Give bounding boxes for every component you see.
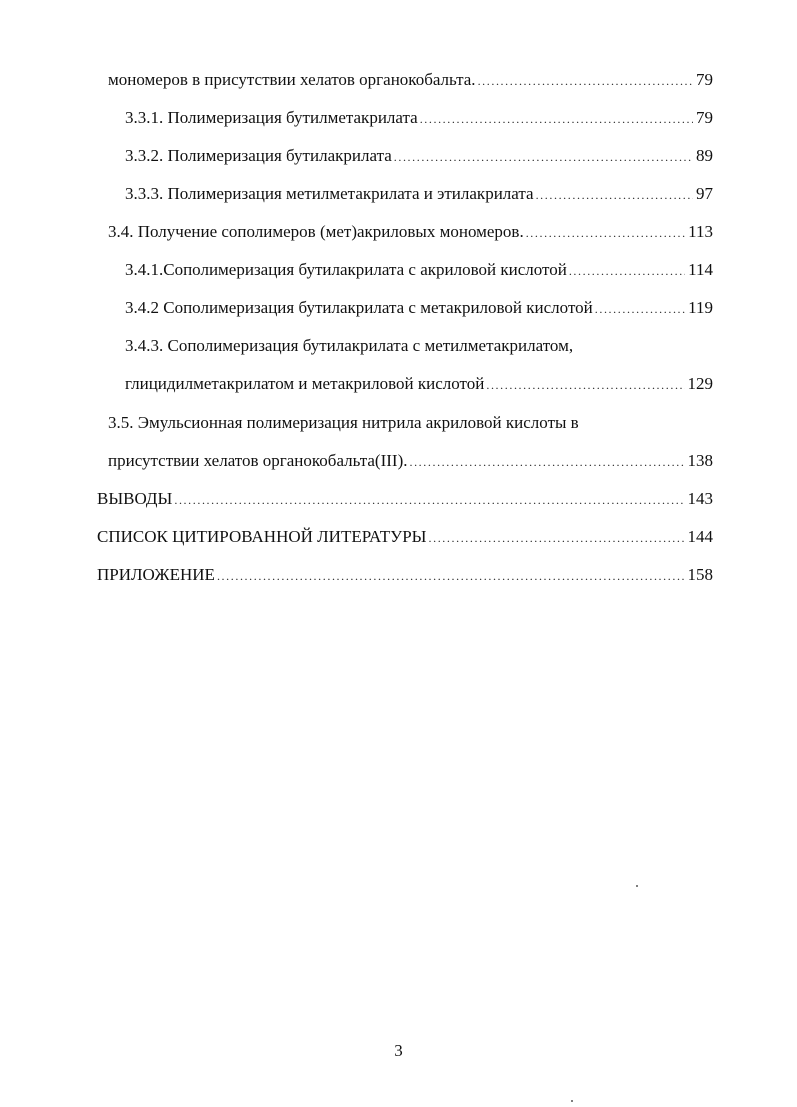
- toc-entry-page: 97: [696, 184, 713, 203]
- scan-speck: [571, 1100, 573, 1102]
- toc-entry-title: глицидилметакрилатом и метакриловой кислотой: [125, 374, 485, 393]
- dot-leader: [595, 298, 685, 320]
- toc-entry-title: присутствии хелатов органокобальта(III).: [108, 451, 408, 470]
- toc-entry: [97, 488, 713, 511]
- toc-entry: [97, 526, 713, 549]
- dot-leader: [217, 565, 685, 587]
- toc-entry: [125, 145, 713, 168]
- dot-leader: [478, 70, 693, 92]
- toc-entry-page: 158: [687, 565, 713, 584]
- toc-entry-title: 3.4. Получение сополимеров (мет)акриловых мономеров.: [108, 222, 524, 241]
- toc-entry-title: 3.4.2 Сополимеризация бутилакрилата с метакриловой кислотой: [125, 298, 593, 317]
- scan-speck: [636, 885, 638, 887]
- dot-leader: [569, 260, 685, 282]
- toc-entry: [125, 183, 713, 206]
- toc-entry-title: 3.3.1. Полимеризация бутилметакрилата: [125, 108, 418, 127]
- toc-entry: [108, 221, 713, 244]
- toc-entry: [125, 297, 713, 320]
- dot-leader: [409, 451, 684, 473]
- toc-entry-title: 3.4.3. Сополимеризация бутилакрилата с метилметакрилатом,: [125, 336, 574, 355]
- toc-entry: [108, 69, 713, 92]
- toc-entry: [125, 259, 713, 282]
- toc-entry-title: 3.5. Эмульсионная полимеризация нитрила акриловой кислоты в: [108, 413, 579, 432]
- toc-entry: [108, 412, 579, 434]
- toc-entry-page: 119: [688, 298, 713, 317]
- toc-entry: [97, 564, 713, 587]
- toc-entry-page: 138: [687, 451, 713, 470]
- toc-entry-page: 114: [688, 260, 713, 279]
- toc-entry-title: 3.3.3. Полимеризация метилметакрилата и этилакрилата: [125, 184, 534, 203]
- toc-entry-page: 79: [696, 70, 713, 89]
- dot-leader: [420, 108, 693, 130]
- dot-leader: [429, 527, 685, 549]
- toc-entry-page: 129: [687, 374, 713, 393]
- toc-entry-page: 143: [687, 489, 713, 508]
- toc-entry-page: 79: [696, 108, 713, 127]
- toc-entry: [125, 335, 573, 357]
- dot-leader: [174, 489, 684, 511]
- dot-leader: [486, 374, 684, 396]
- toc-entry-page: 113: [688, 222, 713, 241]
- toc-entry-title: ПРИЛОЖЕНИЕ: [97, 565, 215, 584]
- toc-entry: [125, 107, 713, 130]
- toc-entry-title: 3.3.2. Полимеризация бутилакрилата: [125, 146, 392, 165]
- toc-entry-page: 89: [696, 146, 713, 165]
- toc-entry-title: мономеров в присутствии хелатов органокобальта.: [108, 70, 476, 89]
- toc-entry: [108, 450, 713, 473]
- dot-leader: [394, 146, 693, 168]
- page-number: 3: [394, 1041, 403, 1060]
- toc-entry-title: ВЫВОДЫ: [97, 489, 173, 508]
- toc-entry-page: 144: [687, 527, 713, 546]
- toc-entry-title: СПИСОК ЦИТИРОВАННОЙ ЛИТЕРАТУРЫ: [97, 527, 427, 546]
- toc-entry: [125, 373, 713, 396]
- dot-leader: [536, 184, 693, 206]
- toc-entry-title: 3.4.1.Сополимеризация бутилакрилата с акриловой кислотой: [125, 260, 567, 279]
- dot-leader: [526, 222, 685, 244]
